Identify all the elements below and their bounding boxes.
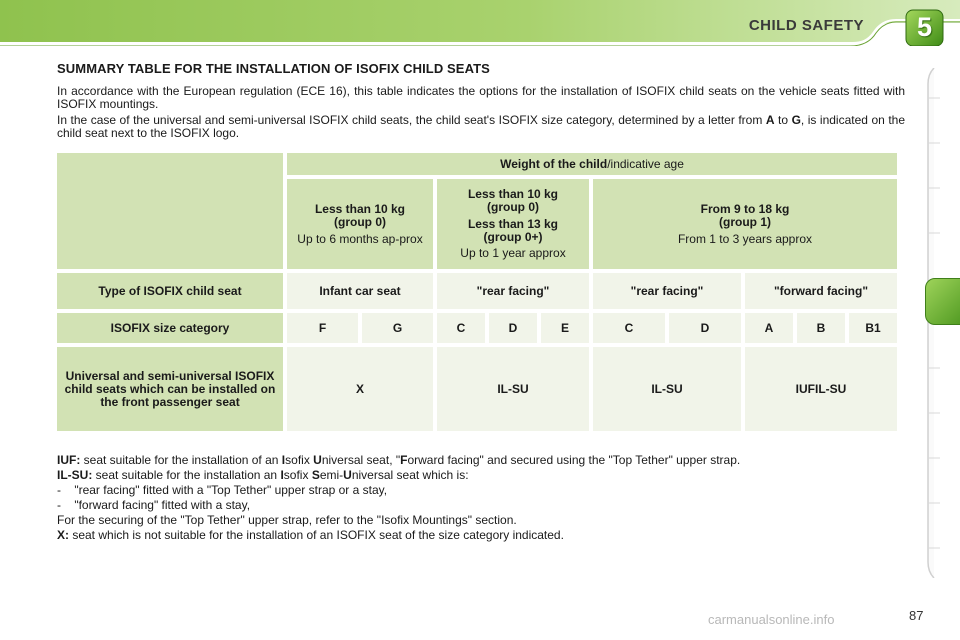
note-x: X: seat which is not suitable for the installation of an ISOFIX seat of the size category indicated. <box>57 528 564 542</box>
row-label-front-passenger: Universal and semi-universal ISOFIX child seats which can be installed on the front passenger seat <box>57 347 283 431</box>
side-tab-active[interactable] <box>925 278 960 325</box>
seat-type-cell: "forward facing" <box>745 273 897 309</box>
note-securing: For the securing of the "Top Tether" upper strap, refer to the "Isofix Mountings" section. <box>57 513 517 527</box>
isofix-summary-table <box>53 149 901 435</box>
size-category-cell: B1 <box>849 313 897 343</box>
page-number: 87 <box>909 608 924 623</box>
legend-notes <box>57 453 905 543</box>
size-category-cell: F <box>287 313 358 343</box>
chapter-number: 5 <box>916 12 933 42</box>
note-iuf: IUF: seat suitable for the installation of an Isofix Universal seat, "Forward facing" and secured using the "Top Tether" upper strap. <box>57 453 741 467</box>
watermark: carmanualsonline.info <box>708 612 835 627</box>
install-cell: IL-SU <box>593 347 741 431</box>
group-1-header: From 9 to 18 kg (group 1) From 1 to 3 years approx <box>593 179 897 269</box>
table-corner-cell <box>57 153 283 269</box>
row-label-seat-type: Type of ISOFIX child seat <box>57 273 283 309</box>
group-0plus-header: Less than 10 kg (group 0) Less than 13 kg (group 0+) Up to 1 year approx <box>437 179 589 269</box>
chapter-title: CHILD SAFETY <box>748 17 864 34</box>
row-label-size-category: ISOFIX size category <box>57 313 283 343</box>
size-category-cell: B <box>797 313 845 343</box>
size-category-cell: C <box>437 313 485 343</box>
size-category-cell: E <box>541 313 589 343</box>
weight-header: Weight of the child/indicative age <box>287 153 897 175</box>
intro-paragraph-2: In the case of the universal and semi-universal ISOFIX child seats, the child seat's ISOFIX size category, determined by a letter from A to G, is indicated on the child seat next to the ISOFIX logo. <box>57 113 905 140</box>
install-cell: IL-SU <box>437 347 589 431</box>
note-bullet-forward: - "forward facing" fitted with a stay, <box>57 498 251 512</box>
seat-type-cell: "rear facing" <box>437 273 589 309</box>
page-heading: SUMMARY TABLE FOR THE INSTALLATION OF ISOFIX CHILD SEATS <box>57 61 490 76</box>
size-category-cell: D <box>669 313 741 343</box>
size-category-cell: A <box>745 313 793 343</box>
install-cell: X <box>287 347 433 431</box>
seat-type-cell: "rear facing" <box>593 273 741 309</box>
install-cell: IUFIL-SU <box>745 347 897 431</box>
note-bullet-rear: - "rear facing" fitted with a "Top Tether" upper strap or a stay, <box>57 483 388 497</box>
size-category-cell: D <box>489 313 537 343</box>
size-category-cell: C <box>593 313 665 343</box>
group-0-header: Less than 10 kg (group 0) Up to 6 months ap-prox <box>287 179 433 269</box>
note-ilsu: IL-SU: seat suitable for the installation an Isofix Semi-Universal seat which is: <box>57 468 469 482</box>
intro-section <box>57 61 905 143</box>
size-category-cell: G <box>362 313 433 343</box>
intro-paragraph-1: In accordance with the European regulation (ECE 16), this table indicates the options for the installation of ISOFIX child seats on the vehicle seats fitted with ISOFIX mountings. <box>57 84 905 111</box>
seat-type-cell: Infant car seat <box>287 273 433 309</box>
